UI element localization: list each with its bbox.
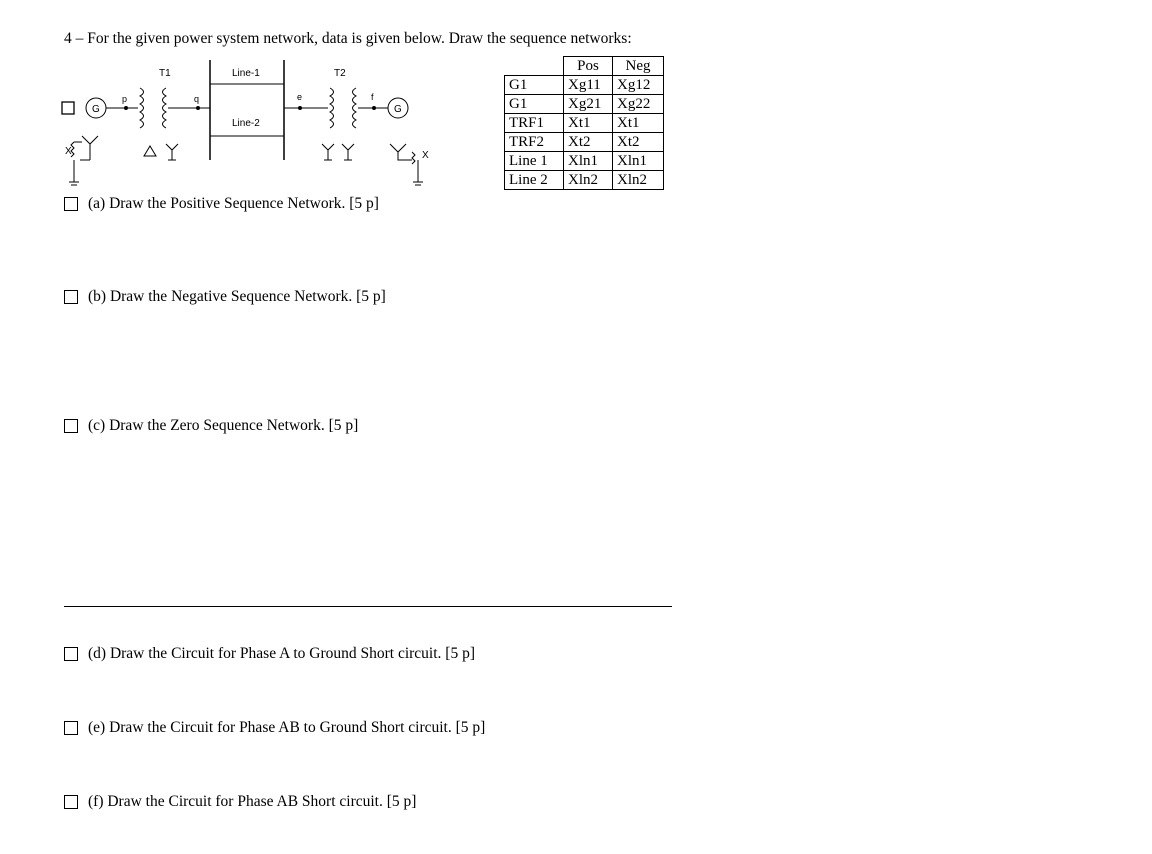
label-t1: T1 <box>159 68 171 79</box>
table-cell: Xg11 <box>564 76 613 95</box>
task-c-checkbox[interactable] <box>64 419 78 433</box>
t1-secondary-coil <box>163 88 167 128</box>
table-cell: G1 <box>505 95 564 114</box>
table-row <box>505 114 664 133</box>
label-t2: T2 <box>334 68 346 79</box>
delta-icon <box>144 146 156 156</box>
t1-primary-coil <box>140 88 144 128</box>
task-b <box>64 288 386 306</box>
table-row <box>505 171 664 190</box>
task-a-checkbox[interactable] <box>64 197 78 211</box>
label-bus-e: e <box>297 92 303 102</box>
task-e-label: (e) Draw the Circuit for Phase AB to Ground Short circuit. [5 p] <box>88 719 486 736</box>
wye-ground-t2b-icon <box>342 144 354 160</box>
task-c-label: (c) Draw the Zero Sequence Network. [5 p] <box>88 417 359 434</box>
t2-primary-coil <box>330 88 334 128</box>
table-cell: Line 2 <box>505 171 564 190</box>
table-cell: Xg21 <box>564 95 613 114</box>
task-d <box>64 645 475 663</box>
wye-ground-left-icon <box>82 136 98 160</box>
table-cell: Xln2 <box>564 171 613 190</box>
sequence-data-table <box>504 56 664 190</box>
table-cell: Xt2 <box>564 133 613 152</box>
wye-ground-t2a-icon <box>322 144 334 160</box>
table-cell: Neg <box>613 57 664 76</box>
ground-box-left <box>62 102 74 114</box>
label-x-right: X <box>422 150 429 161</box>
table-cell: G1 <box>505 76 564 95</box>
label-gen-right: G <box>394 104 402 115</box>
task-e-checkbox[interactable] <box>64 721 78 735</box>
task-b-checkbox[interactable] <box>64 290 78 304</box>
table-cell: Xln2 <box>613 171 664 190</box>
table-cell: TRF2 <box>505 133 564 152</box>
label-line-1: Line-1 <box>232 68 260 79</box>
table-cell <box>505 57 564 76</box>
task-f-checkbox[interactable] <box>64 795 78 809</box>
task-a-label: (a) Draw the Positive Sequence Network. [5 p] <box>88 195 379 212</box>
label-x-left: X <box>65 146 72 157</box>
table-row <box>505 133 664 152</box>
table-row <box>505 152 664 171</box>
question-title: 4 – For the given power system network, data is given below. Draw the sequence networks: <box>64 30 632 47</box>
table-cell: Xln1 <box>564 152 613 171</box>
table-cell: Xg12 <box>613 76 664 95</box>
task-c <box>64 417 358 435</box>
wye-ground-right-icon <box>390 144 412 160</box>
table-cell: Xln1 <box>613 152 664 171</box>
table-cell: Xg22 <box>613 95 664 114</box>
table-row <box>505 95 664 114</box>
label-bus-f: f <box>371 92 374 102</box>
table-cell: Pos <box>564 57 613 76</box>
wye-ground-t1-icon <box>166 144 178 160</box>
label-gen-left: G <box>92 104 100 115</box>
table-cell: TRF1 <box>505 114 564 133</box>
task-f <box>64 793 416 811</box>
task-b-label: (b) Draw the Negative Sequence Network. [5 p] <box>88 288 386 305</box>
task-a <box>64 195 379 213</box>
task-f-label: (f) Draw the Circuit for Phase AB Short circuit. [5 p] <box>88 793 417 810</box>
table-header-row <box>505 57 664 76</box>
section-divider <box>64 606 672 607</box>
power-system-diagram <box>56 56 496 196</box>
label-bus-p: p <box>122 94 128 104</box>
task-e <box>64 719 485 737</box>
task-d-label: (d) Draw the Circuit for Phase A to Ground Short circuit. [5 p] <box>88 645 475 662</box>
table-cell: Xt1 <box>564 114 613 133</box>
label-bus-q: q <box>194 94 200 104</box>
table-cell: Xt2 <box>613 133 664 152</box>
t2-secondary-coil <box>353 88 357 128</box>
label-line-2: Line-2 <box>232 118 260 129</box>
table-cell: Xt1 <box>613 114 664 133</box>
task-d-checkbox[interactable] <box>64 647 78 661</box>
table-cell: Line 1 <box>505 152 564 171</box>
table-row <box>505 76 664 95</box>
